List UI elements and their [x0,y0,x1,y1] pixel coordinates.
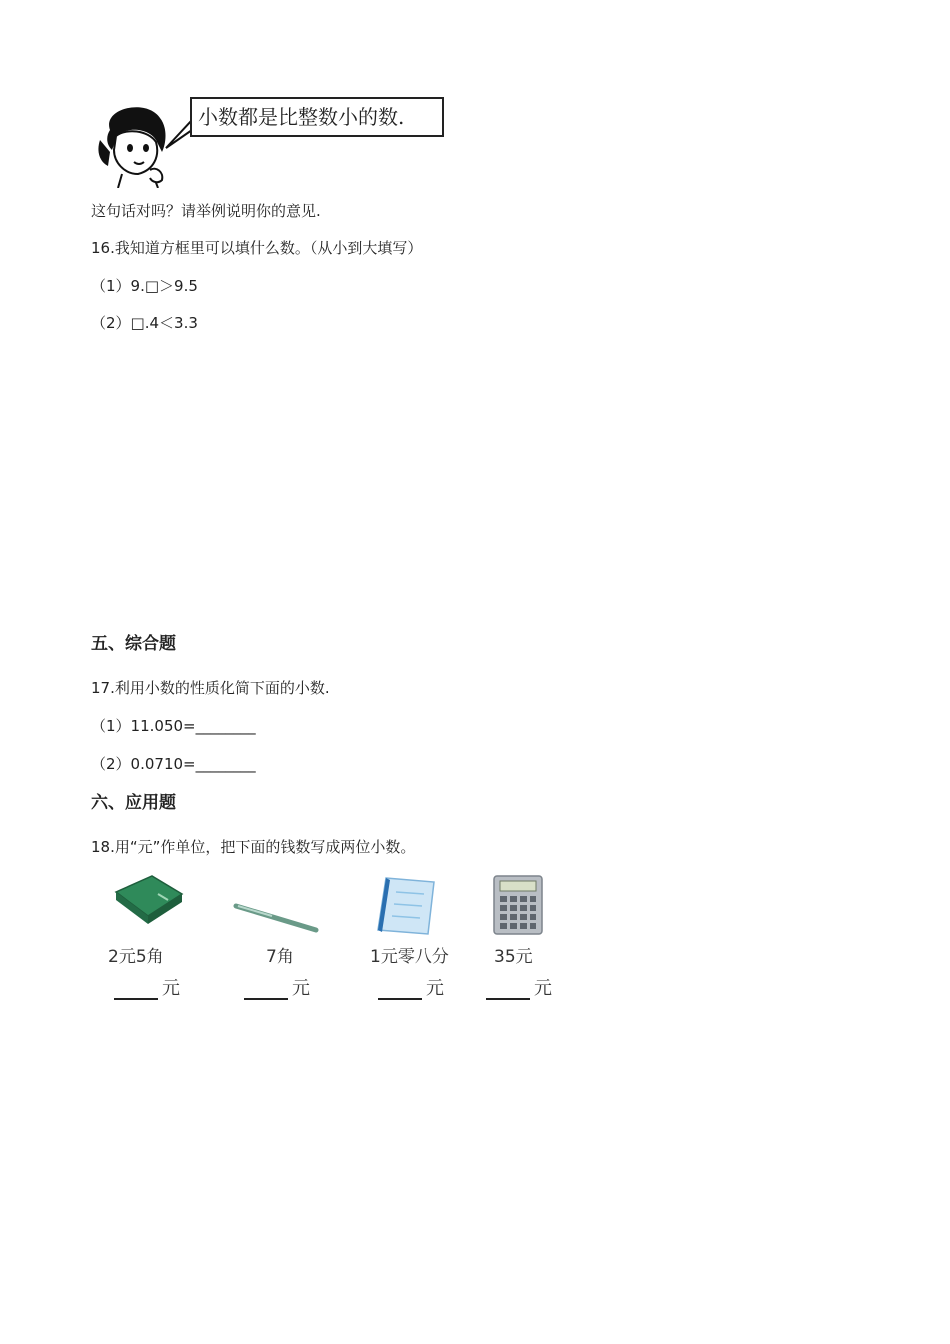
price-label: 1元零八分 [370,947,449,967]
price-label: 2元5角 [108,947,164,967]
answer-blank[interactable] [244,980,288,1000]
exercise-book-icon [372,872,442,936]
answer-row [486,974,552,1000]
answer-row [244,974,310,1000]
answer-row [114,974,180,1000]
question-18-title: 18.用“元”作单位，把下面的钱数写成两位小数。 [91,838,416,856]
question-16-title: 16.我知道方框里可以填什么数。（从小到大填写） [91,239,423,257]
price-label: 35元 [494,947,533,967]
question-17-part-1: （1）11.050=________ [91,717,256,735]
answer-blank[interactable] [486,980,530,1000]
pen-icon [232,872,322,936]
price-label: 7角 [266,947,294,967]
question-17-part-2: （2）0.0710=________ [91,755,256,773]
question-16-part-1: （1）9.□＞9.5 [91,277,198,295]
calculator-icon [490,872,550,936]
question-15-prompt: 这句话对吗？请举例说明你的意见. [91,202,321,220]
girl-cartoon-icon [92,100,192,188]
answer-row [378,974,444,1000]
unit-label: 元 [292,978,310,999]
section-6-heading: 六、应用题 [91,793,176,813]
unit-label: 元 [162,978,180,999]
question-16-part-2: （2）□.4＜3.3 [91,314,198,332]
speech-bubble: 小数都是比整数小的数. [190,97,444,137]
notebook-icon [108,872,188,936]
unit-label: 元 [426,978,444,999]
unit-label: 元 [534,978,552,999]
answer-blank[interactable] [114,980,158,1000]
answer-blank[interactable] [378,980,422,1000]
question-17-title: 17.利用小数的性质化简下面的小数. [91,679,330,697]
section-5-heading: 五、综合题 [91,634,176,654]
